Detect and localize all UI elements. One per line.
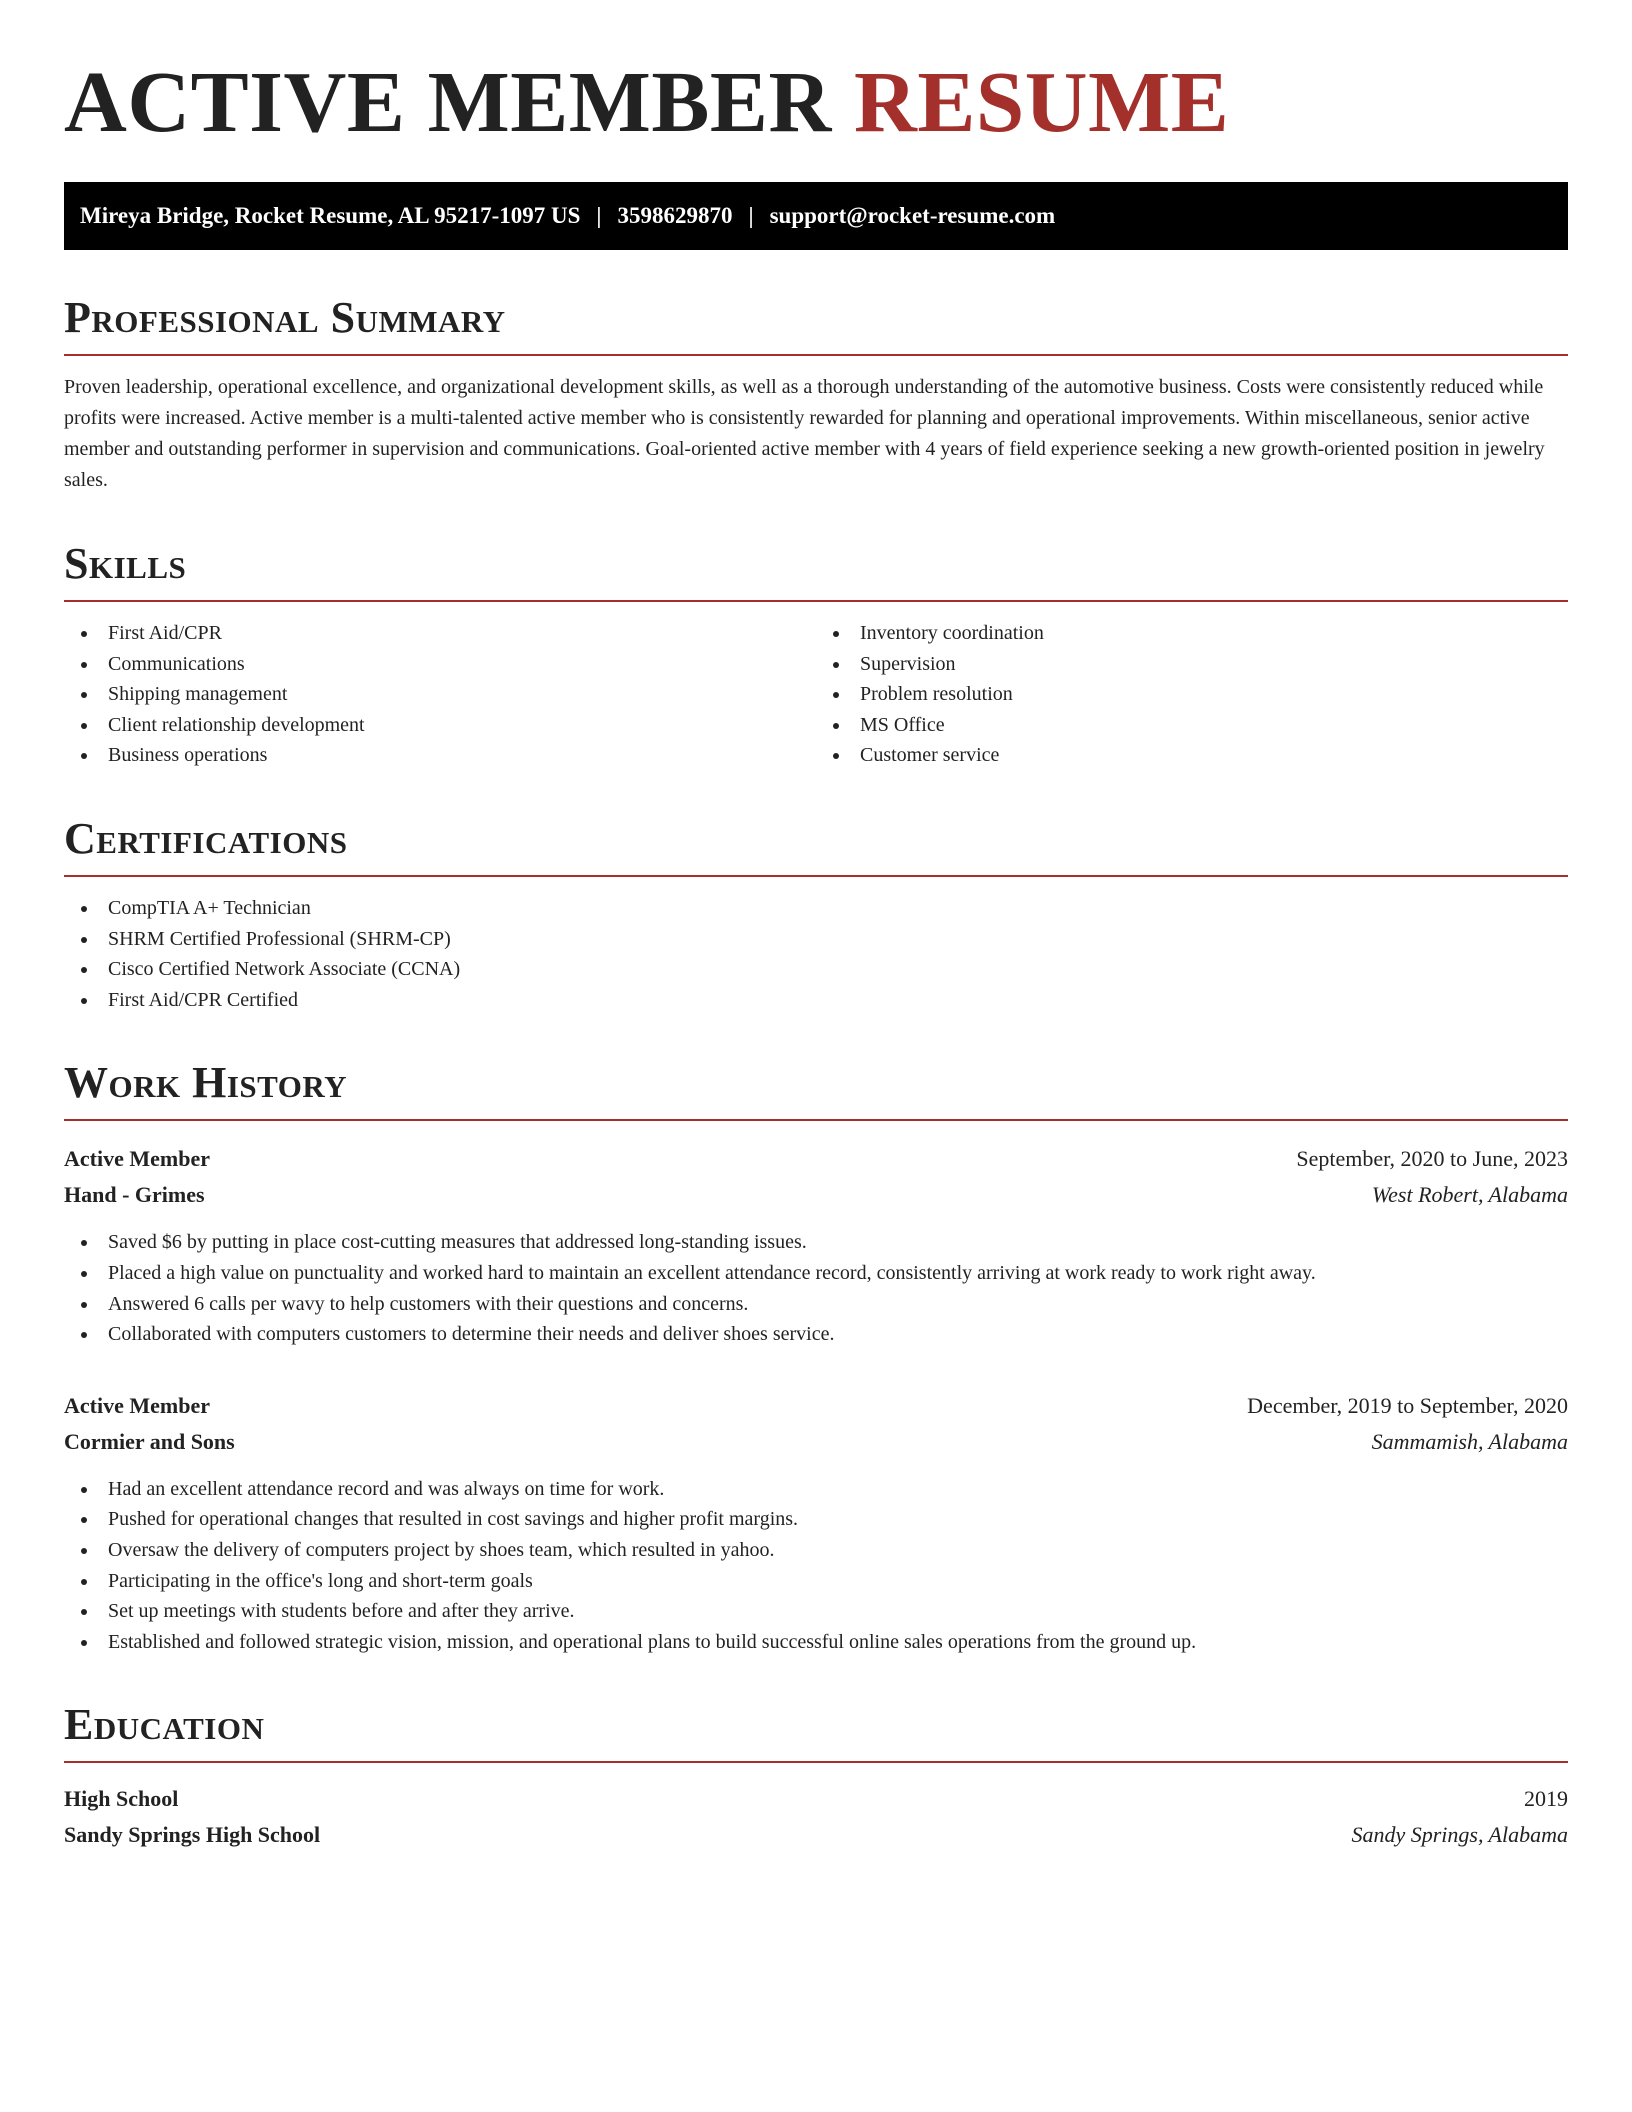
section-heading: Work History: [64, 1058, 348, 1108]
job-title-row: [64, 1141, 1568, 1177]
job-title-row: [64, 1388, 1568, 1424]
job-dates: December, 2019 to September, 2020: [1247, 1392, 1568, 1418]
job-bullet: Collaborated with computers customers to determine their needs and deliver shoes service.: [64, 1319, 1568, 1350]
title-part-1: ACTIVE MEMBER: [64, 53, 832, 150]
job-bullet: Oversaw the delivery of computers project by shoes team, which resulted in yahoo.: [64, 1535, 1568, 1566]
skill-item: Customer service: [816, 740, 1568, 771]
contact-separator: |: [748, 203, 754, 228]
summary-text: Proven leadership, operational excellence, and organizational development skills, as well as a thorough understanding of the automotive business. Costs were consistently reduced while profits were increased. Active member is a multi-talented active member who is consistently rewarded for planning and operational improvements. Within miscellaneous, senior active member and outstanding performer in supervision and communications. Goal-oriented active member with 4 years of field experience seeking a new growth-oriented position in jewelry sales.: [64, 376, 1545, 491]
certification-item: Cisco Certified Network Associate (CCNA): [64, 954, 1568, 985]
education-degree: High School: [64, 1786, 179, 1812]
job-location: West Robert, Alabama: [1371, 1182, 1568, 1208]
skill-item: First Aid/CPR: [64, 618, 816, 649]
title-part-2: RESUME: [854, 53, 1230, 150]
section-divider: [64, 1761, 1568, 1763]
skills-list-right: [816, 618, 1568, 771]
education-school-row: [64, 1817, 1568, 1853]
job-employer: Cormier and Sons: [64, 1428, 235, 1454]
section-divider: [64, 875, 1568, 877]
education-location: Sandy Springs, Alabama: [1351, 1822, 1568, 1848]
skill-item: Communications: [64, 649, 816, 680]
education-entry: [64, 1781, 1568, 1853]
section-skills: [64, 540, 1568, 771]
section-divider: [64, 354, 1568, 356]
skill-item: Shipping management: [64, 679, 816, 710]
job-entry: [64, 1388, 1568, 1658]
section-certifications: [64, 815, 1568, 1015]
contact-separator: |: [596, 203, 602, 228]
section-heading: Skills: [64, 539, 187, 588]
job-bullets: [64, 1474, 1568, 1658]
job-title: Active Member: [64, 1392, 210, 1418]
contact-bar: [64, 182, 1568, 250]
skill-item: Inventory coordination: [816, 618, 1568, 649]
job-bullet: Answered 6 calls per wavy to help customers with their questions and concerns.: [64, 1289, 1568, 1320]
skill-item: Supervision: [816, 649, 1568, 680]
section-education: [64, 1701, 1568, 1853]
certification-item: CompTIA A+ Technician: [64, 893, 1568, 924]
skills-grid: [64, 602, 1568, 771]
job-employer: Hand - Grimes: [64, 1182, 205, 1208]
skill-item: Business operations: [64, 740, 816, 771]
skill-item: MS Office: [816, 710, 1568, 741]
contact-phone: 3598629870: [617, 203, 733, 228]
certification-item: First Aid/CPR Certified: [64, 985, 1568, 1016]
section-heading: Professional Summary: [64, 293, 506, 342]
job-bullet: Saved $6 by putting in place cost-cutting measures that addressed long-standing issues.: [64, 1227, 1568, 1258]
job-bullets: [64, 1227, 1568, 1349]
job-bullet: Set up meetings with students before and after they arrive.: [64, 1596, 1568, 1627]
skill-item: Client relationship development: [64, 710, 816, 741]
section-professional-summary: [64, 294, 1568, 496]
job-bullet: Placed a high value on punctuality and worked hard to maintain an excellent attendance record, consistently arriving at work ready to work right away.: [64, 1258, 1568, 1289]
skill-item: Problem resolution: [816, 679, 1568, 710]
job-employer-row: [64, 1177, 1568, 1213]
job-bullet: Pushed for operational changes that resulted in cost savings and higher profit margins.: [64, 1504, 1568, 1535]
job-title: Active Member: [64, 1146, 210, 1172]
education-degree-row: [64, 1781, 1568, 1817]
section-heading: Certifications: [64, 813, 348, 863]
section-divider: [64, 1119, 1568, 1121]
education-school: Sandy Springs High School: [64, 1822, 321, 1848]
resume-title: [64, 52, 1568, 152]
certifications-list: [64, 893, 1568, 1015]
section-work-history: [64, 1059, 1568, 1657]
skills-list-left: [64, 618, 816, 771]
job-dates: September, 2020 to June, 2023: [1296, 1146, 1568, 1172]
job-bullet: Had an excellent attendance record and was always on time for work.: [64, 1474, 1568, 1505]
job-location: Sammamish, Alabama: [1371, 1428, 1568, 1454]
section-heading: Education: [64, 1700, 265, 1750]
education-year: 2019: [1524, 1786, 1568, 1812]
contact-address: Mireya Bridge, Rocket Resume, AL 95217-1097 US: [80, 203, 581, 228]
job-entry: [64, 1141, 1568, 1349]
contact-email: support@rocket-resume.com: [769, 203, 1056, 228]
certification-item: SHRM Certified Professional (SHRM-CP): [64, 924, 1568, 955]
job-bullet: Established and followed strategic vision, mission, and operational plans to build successful online sales operations from the ground up.: [64, 1627, 1568, 1658]
job-bullet: Participating in the office's long and short-term goals: [64, 1566, 1568, 1597]
job-employer-row: [64, 1424, 1568, 1460]
